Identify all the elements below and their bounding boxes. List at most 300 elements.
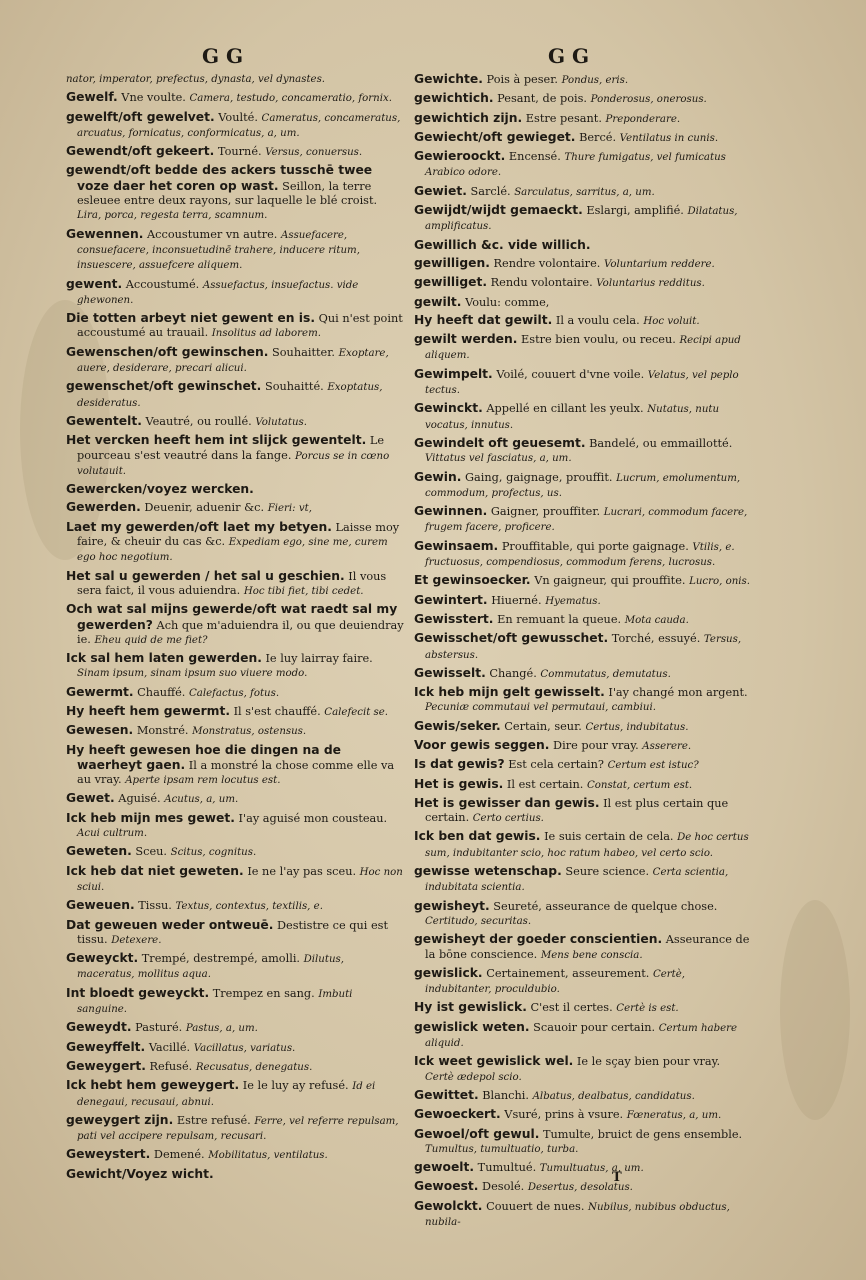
dictionary-entry xyxy=(66,1113,404,1145)
dictionary-entry xyxy=(414,1160,752,1176)
dictionary-entry xyxy=(66,811,404,842)
dictionary-entry xyxy=(66,72,404,87)
entry-latin: Lucrum, emolumentum, commodum, profectus, us. xyxy=(425,472,741,499)
entry-latin: Assuefacere, consuefacere, inconsuetudinē trahere, inducere ritum, insuescere, assuefcere aliquem. xyxy=(77,229,360,272)
dictionary-entry xyxy=(66,723,404,739)
entry-headword: Geweten. xyxy=(66,844,132,859)
entry-french: Seureté, asseurance de quelque chose. xyxy=(493,899,718,913)
dictionary-entry xyxy=(414,275,752,291)
dictionary-entry xyxy=(414,777,752,793)
entry-headword: Gewinsaem. xyxy=(414,538,499,553)
entry-headword: Gewesen. xyxy=(66,723,134,738)
entry-headword: Gewiecht/oft gewieget. xyxy=(414,129,576,144)
dictionary-entry xyxy=(66,110,404,142)
entry-french: Tissu. xyxy=(138,899,172,913)
entry-french: Pasturé. xyxy=(135,1021,183,1035)
dictionary-entry xyxy=(66,685,404,701)
entry-headword: Gewoeckert. xyxy=(414,1107,501,1122)
entry-french: Veautré, ou roullé. xyxy=(145,414,252,428)
dictionary-entry xyxy=(66,1147,404,1163)
entry-headword: Gewisschet/oft gewusschet. xyxy=(414,631,609,646)
dictionary-entry xyxy=(414,130,752,146)
entry-headword: Gewet. xyxy=(66,791,115,806)
entry-headword: gewilt. xyxy=(414,294,462,309)
dictionary-entry xyxy=(66,704,404,720)
dictionary-entry xyxy=(66,379,404,411)
entry-french: Accoustumer vn autre. xyxy=(147,227,278,241)
entry-headword: Ick weet gewislick wel. xyxy=(414,1054,574,1069)
entry-latin: Hoc voluit. xyxy=(643,315,700,327)
entry-latin: Fœneratus, a, um. xyxy=(626,1110,722,1122)
entry-french: Il a voulu cela. xyxy=(555,313,640,327)
dictionary-entry xyxy=(66,918,404,949)
entry-latin: Lira, porca, regesta terra, scamnum. xyxy=(77,210,268,222)
dictionary-entry xyxy=(66,520,404,566)
entry-latin: Certè is est. xyxy=(616,1003,679,1015)
entry-french: Appellé en cillant les yeulx. xyxy=(486,402,644,416)
entry-headword: Voor gewis seggen. xyxy=(414,737,550,752)
entry-french: Asseurance de la bōne conscience. xyxy=(425,933,750,961)
dictionary-entry xyxy=(66,414,404,430)
entry-headword: Dat geweuen weder ontweuē. xyxy=(66,917,274,932)
entry-latin: Lucrari, commodum facere, frugem facere, proficere. xyxy=(425,507,748,534)
entry-latin: Certum est istuc? xyxy=(607,760,699,772)
entry-french: Estre refusé. xyxy=(176,1113,251,1127)
dictionary-entry xyxy=(66,1059,404,1075)
entry-french: Demené. xyxy=(153,1148,205,1162)
page-header xyxy=(0,44,866,70)
entry-latin: Detexere. xyxy=(111,934,162,946)
entry-french: Ie ne l'ay pas sceu. xyxy=(247,864,357,878)
entry-headword: Geweyckt. xyxy=(66,951,139,966)
entry-latin: Assuefactus, insuefactus. vide ghewonen. xyxy=(77,279,359,306)
entry-french: Estre bien voulu, ou receu. xyxy=(521,333,676,347)
dictionary-entry xyxy=(414,666,752,682)
entry-headword: Gewolckt. xyxy=(414,1198,483,1213)
entry-latin: Dilutus, maceratus, mollitus aqua. xyxy=(77,954,344,981)
entry-headword: Gewoel/oft gewul. xyxy=(414,1126,540,1141)
dictionary-entry xyxy=(66,986,404,1018)
dictionary-entry xyxy=(414,1127,752,1158)
entry-latin: Aperte ipsam rem locutus est. xyxy=(125,775,281,787)
entry-latin: Certè ædepol scio. xyxy=(425,1071,522,1083)
dictionary-entry xyxy=(66,311,404,342)
entry-french: Rendu volontaire. xyxy=(490,276,593,290)
entry-french: Certainement, asseurement. xyxy=(486,966,650,980)
entry-french: Sarclé. xyxy=(470,184,511,198)
dictionary-entry xyxy=(414,1199,752,1231)
entry-french: Trempé, destrempé, amolli. xyxy=(141,952,301,966)
dictionary-entry xyxy=(66,227,404,274)
entry-french: Encensé. xyxy=(508,150,561,164)
entry-headword: Ick heb mijn gelt gewisselt. xyxy=(414,685,605,700)
dictionary-entry xyxy=(414,401,752,433)
entry-latin: Cameratus, concameratus, arcuatus, fornicatus, conformicatus, a, um. xyxy=(77,112,401,139)
dictionary-entry xyxy=(414,1179,752,1195)
entry-latin: Thure fumigatus, vel fumicatus Arabico odore. xyxy=(425,152,726,179)
entry-headword: gewisheyt der goeder conscientien. xyxy=(414,932,663,947)
entry-french: Tumultué. xyxy=(477,1161,537,1175)
entry-latin: Preponderare. xyxy=(605,113,681,125)
dictionary-entry xyxy=(66,864,404,896)
dictionary-entry xyxy=(66,1020,404,1036)
entry-french: Certain, seur. xyxy=(504,719,582,733)
entry-latin: Pondus, eris. xyxy=(561,75,629,86)
dictionary-entry xyxy=(414,612,752,628)
entry-latin: Exoptare, auere, desiderare, precari alicui. xyxy=(77,347,389,375)
entry-headword: Gewiet. xyxy=(414,183,467,198)
entry-french: Voulu: comme, xyxy=(465,295,550,309)
entry-latin: Calefecit se. xyxy=(324,706,389,718)
entry-headword: Gewisselt. xyxy=(414,665,486,680)
entry-french: Tumulte, bruict de gens ensemble. xyxy=(542,1127,743,1141)
entry-latin: De hoc certus sum, indubitanter scio, hoc ratum habeo, vel certo scio. xyxy=(425,832,749,859)
entry-latin: Camera, testudo, concameratio, fornix. xyxy=(189,93,392,105)
entry-french: Sceu. xyxy=(135,845,167,859)
dictionary-entry xyxy=(66,569,404,600)
entry-latin: Imbuti sanguine. xyxy=(77,988,353,1016)
dictionary-entry xyxy=(66,433,404,479)
entry-latin: Pecuniæ commutaui vel permutaui, cambiui. xyxy=(425,702,656,714)
entry-french: Vsuré, prins à vsure. xyxy=(504,1108,624,1122)
dictionary-entry xyxy=(414,256,752,272)
entry-latin: Velatus, vel peplo tectus. xyxy=(425,369,739,397)
dictionary-entry xyxy=(414,203,752,235)
entry-french: Le pourceau s'est veautré dans la fange. xyxy=(77,434,385,462)
entry-latin: Insolitus ad laborem. xyxy=(211,328,321,340)
entry-latin: Tumultus, tumultuatio, turba. xyxy=(425,1143,579,1155)
entry-headword: Gewendt/oft gekeert. xyxy=(66,144,215,159)
entry-headword: gewisse wetenschap. xyxy=(414,864,562,879)
entry-latin: Constat, certum est. xyxy=(586,779,693,791)
entry-french: Hiuerné. xyxy=(491,593,542,607)
entry-latin: Sinam ipsum, sinam ipsum suo viuere modo. xyxy=(77,668,308,680)
entry-french: Aguisé. xyxy=(118,792,161,806)
dictionary-entry xyxy=(66,144,404,160)
dictionary-entry xyxy=(414,111,752,127)
entry-french: C'est il certes. xyxy=(530,1001,613,1015)
dictionary-entry xyxy=(414,72,752,88)
entry-french: Rendre volontaire. xyxy=(493,256,601,270)
entry-latin: Sarculatus, sarritus, a, um. xyxy=(514,186,655,198)
entry-headword: Gewermt. xyxy=(66,684,134,699)
entry-headword: Hy heeft gewesen hoe die dingen na de waerheyt gaen. xyxy=(66,742,341,772)
dictionary-entry xyxy=(414,1107,752,1123)
dictionary-entry xyxy=(414,864,752,896)
dictionary-entry xyxy=(414,367,752,399)
dictionary-entry xyxy=(66,90,404,106)
entry-french: Seure science. xyxy=(565,865,650,879)
entry-headword: Hy heeft dat gewilt. xyxy=(414,312,553,327)
dictionary-entry xyxy=(66,791,404,807)
entry-latin: Eheu quid de me fiet? xyxy=(94,634,208,646)
entry-latin: Vittatus vel fasciatus, a, um. xyxy=(425,453,572,465)
entry-french: I'ay aguisé mon cousteau. xyxy=(238,811,388,825)
entry-headword: Gewintert. xyxy=(414,592,488,607)
entry-french: Gaing, gaignage, prouffit. xyxy=(465,470,613,484)
entry-latin: Porcus se in cœno volutauit. xyxy=(77,450,390,477)
entry-headword: Gewindelt oft geuesemt. xyxy=(414,435,586,450)
entry-headword: Gewicht/Voyez wicht. xyxy=(66,1166,214,1181)
dictionary-entry xyxy=(414,504,752,536)
entry-headword: gewoelt. xyxy=(414,1160,475,1175)
entry-french: Est cela certain? xyxy=(508,758,604,772)
entry-latin: Certitudo, securitas. xyxy=(425,915,532,927)
entry-french: Deuenir, aduenir &c. xyxy=(144,501,265,515)
entry-headword: Int bloedt geweyckt. xyxy=(66,985,210,1000)
dictionary-entry xyxy=(414,332,752,364)
entry-headword: Geweystert. xyxy=(66,1147,151,1162)
entry-latin: Id ei denegaui, recusaui, abnui. xyxy=(77,1081,376,1108)
entry-headword: Geweydt. xyxy=(66,1020,132,1035)
entry-headword: Gewinnen. xyxy=(414,504,488,519)
dictionary-entry xyxy=(66,844,404,860)
entry-latin: Vacillatus, variatus. xyxy=(193,1042,296,1054)
dictionary-entry xyxy=(66,482,404,497)
entry-french: Seillon, la terre esleuee entre deux rayons, sur laquelle le blé croist. xyxy=(77,179,378,208)
entry-french: Blanchi. xyxy=(482,1088,529,1102)
entry-french: Ie le luy ay refusé. xyxy=(242,1079,349,1093)
entry-latin: Volutatus. xyxy=(255,416,308,428)
entry-headword: gewendt/oft bedde des ackers tusschē twee voze daer het coren op wast. xyxy=(66,163,373,193)
entry-latin: Textus, contextus, textilis, e. xyxy=(175,901,323,913)
entry-french: Couuert de nues. xyxy=(486,1199,585,1213)
dictionary-entry xyxy=(66,651,404,682)
entry-latin: Hoc tibi fiet, tibi cedet. xyxy=(243,585,364,597)
dictionary-entry xyxy=(414,149,752,181)
entry-french: Il a monstré la chose comme elle va au vray. xyxy=(77,758,395,787)
entry-headword: Gewentelt. xyxy=(66,413,142,428)
dictionary-entry xyxy=(414,796,752,827)
entry-headword: gewislick. xyxy=(414,965,483,980)
entry-latin: Mobilitatus, ventilatus. xyxy=(208,1150,328,1162)
dictionary-entry xyxy=(66,1167,404,1182)
entry-headword: Gewerden. xyxy=(66,500,141,515)
dictionary-entry xyxy=(414,829,752,861)
entry-headword: Och wat sal mijns gewerde/oft wat raedt sal my gewerden? xyxy=(66,602,398,632)
entry-french: Refusé. xyxy=(149,1059,193,1073)
entry-latin: Pastus, a, um. xyxy=(185,1023,258,1035)
entry-headword: Gewittet. xyxy=(414,1087,479,1102)
entry-headword: Ick sal hem laten gewerden. xyxy=(66,651,262,666)
entry-latin: Mens bene conscia. xyxy=(540,949,643,961)
entry-headword: Het vercken heeft hem int slijck gewentelt. xyxy=(66,433,367,448)
entry-french: Ach que m'aduiendra il, ou que deuiendray ie. xyxy=(77,618,404,646)
entry-latin: Hoc non sciui. xyxy=(77,866,403,893)
entry-headword: gewenschet/oft gewinschet. xyxy=(66,379,262,394)
dictionary-entry xyxy=(66,500,404,516)
entry-latin: Hyematus. xyxy=(545,595,601,607)
entry-latin: Ferre, vel referre repulsam, pati vel accipere repulsam, recusari. xyxy=(77,1115,399,1143)
entry-headword: Geweuen. xyxy=(66,898,135,913)
dictionary-entry xyxy=(414,899,752,930)
entry-headword: Gewichte. xyxy=(414,72,483,86)
right-column-letter: G G xyxy=(548,44,590,68)
entry-headword: gewichtich zijn. xyxy=(414,110,523,125)
entry-latin: Ponderosus, onerosus. xyxy=(590,94,707,106)
entry-french: Souhaitter. xyxy=(272,345,335,359)
entry-latin: Recusatus, denegatus. xyxy=(195,1061,313,1073)
entry-french: I'ay changé mon argent. xyxy=(608,686,748,700)
entry-latin: Mota cauda. xyxy=(624,614,689,626)
entry-french: Il s'est chauffé. xyxy=(233,704,321,718)
entry-french: Vne voulte. xyxy=(121,91,186,105)
entry-latin: Acutus, a, um. xyxy=(164,794,239,806)
entry-latin: Nubilus, nubibus obductus, nubila- xyxy=(425,1201,730,1228)
entry-french: Pesant, de pois. xyxy=(497,92,588,106)
entry-latin: Certus, indubitatus. xyxy=(585,721,689,733)
entry-french: Qui n'est point accoustumé au trauail. xyxy=(77,312,403,340)
entry-latin: Lucro, onis. xyxy=(689,576,751,588)
dictionary-entry xyxy=(414,238,752,253)
entry-latin: Asserere. xyxy=(642,740,692,752)
entry-headword: Gewin. xyxy=(414,469,462,484)
entry-headword: Is dat gewis? xyxy=(414,757,505,772)
dictionary-entry xyxy=(414,757,752,773)
entry-french: Gaigner, prouffiter. xyxy=(490,505,601,519)
dictionary-entry xyxy=(66,163,404,223)
entry-french: Monstré. xyxy=(136,724,189,738)
entry-latin: Certa scientia, indubitata scientia. xyxy=(425,867,729,894)
entry-french: Torché, essuyé. xyxy=(611,632,701,646)
dictionary-entry xyxy=(66,345,404,377)
entry-french: Voulté. xyxy=(218,110,258,124)
entry-french: Chauffé. xyxy=(137,685,186,699)
entry-french: Dire pour vray. xyxy=(553,738,639,752)
dictionary-entry xyxy=(414,685,752,716)
dictionary-entry xyxy=(414,719,752,735)
dictionary-entry xyxy=(66,1040,404,1056)
entry-french: Desolé. xyxy=(482,1180,525,1194)
dictionary-entry xyxy=(66,898,404,914)
entry-latin: nator, imperator, prefectus, dynasta, vel dynastes. xyxy=(66,74,326,85)
entry-latin: Acui cultrum. xyxy=(77,828,148,840)
dictionary-entry xyxy=(414,593,752,609)
paper-stain xyxy=(780,900,850,1120)
dictionary-entry xyxy=(414,91,752,107)
entry-headword: Het sal u gewerden / het sal u geschien. xyxy=(66,568,345,583)
entry-headword: gewichtich. xyxy=(414,91,494,106)
entry-french: Il est plus certain que certain. xyxy=(425,796,729,825)
dictionary-entry xyxy=(414,573,752,589)
entry-french: Ie luy lairray faire. xyxy=(265,652,373,666)
entry-latin: Albatus, dealbatus, candidatus. xyxy=(532,1090,695,1102)
entry-french: Estre pesant. xyxy=(525,111,602,125)
entry-headword: Die totten arbeyt niet gewent en is. xyxy=(66,311,315,326)
dictionary-entry xyxy=(414,313,752,329)
entry-latin: Nutatus, nutu vocatus, innutus. xyxy=(425,404,720,431)
entry-latin: Certè, indubitanter, proculdubio. xyxy=(425,968,686,996)
dictionary-entry xyxy=(414,932,752,963)
entry-french: Bandelé, ou emmaillotté. xyxy=(589,436,733,450)
entry-latin: Scitus, cognitus. xyxy=(170,847,257,859)
entry-french: Eslargi, amplifié. xyxy=(586,204,684,218)
dictionary-entry xyxy=(414,539,752,571)
dictionary-entry xyxy=(414,295,752,310)
dictionary-entry xyxy=(414,1020,752,1052)
entry-latin: Commutatus, demutatus. xyxy=(540,668,671,680)
entry-headword: Ick heb dat niet geweten. xyxy=(66,863,244,878)
entry-headword: gewelft/oft gewelvet. xyxy=(66,109,215,124)
entry-french: Voilé, couuert d'vne voile. xyxy=(496,367,645,381)
dictionary-entry xyxy=(66,277,404,309)
entry-latin: Exoptatus, desideratus. xyxy=(77,382,383,409)
dictionary-entry xyxy=(414,1088,752,1104)
left-column xyxy=(66,72,404,1185)
entry-headword: Gewijdt/wijdt gemaeckt. xyxy=(414,203,583,218)
entry-french: Trempez en sang. xyxy=(212,986,315,1000)
entry-headword: Hy ist gewislick. xyxy=(414,1000,527,1015)
entry-latin: Tersus, abstersus. xyxy=(425,634,742,661)
entry-headword: Geweyffelt. xyxy=(66,1039,146,1054)
entry-french: Tourné. xyxy=(217,145,262,159)
entry-latin: Versus, conuersus. xyxy=(265,147,363,159)
right-column xyxy=(414,72,752,1233)
entry-headword: Et gewinsoecker. xyxy=(414,573,531,588)
entry-french: Il vous sera faict, il vous aduiendra. xyxy=(77,569,387,597)
dictionary-entry xyxy=(414,184,752,200)
entry-headword: Geweygert. xyxy=(66,1058,146,1073)
entry-headword: Gewillich &c. vide willich. xyxy=(414,237,591,252)
entry-headword: Gewoest. xyxy=(414,1179,479,1194)
entry-headword: Het is gewis. xyxy=(414,776,504,791)
entry-french: En remuant la queue. xyxy=(497,612,622,626)
entry-headword: Hy heeft hem gewermt. xyxy=(66,703,230,718)
left-column-letter: G G xyxy=(202,44,244,68)
entry-headword: gewent. xyxy=(66,276,123,291)
entry-latin: Certo certius. xyxy=(472,813,544,825)
entry-headword: Gewimpelt. xyxy=(414,366,493,381)
dictionary-entry xyxy=(414,1000,752,1016)
dictionary-entry xyxy=(414,470,752,502)
entry-latin: Desertus, desolatus. xyxy=(527,1182,633,1194)
entry-latin: Vtilis, e. fructuosus, compendiosus, commodum ferens, lucrosus. xyxy=(425,541,735,569)
dictionary-entry xyxy=(414,966,752,998)
dictionary-entry xyxy=(414,631,752,663)
entry-headword: Gewisstert. xyxy=(414,611,494,626)
entry-latin: Voluntarius redditus. xyxy=(596,278,705,290)
entry-headword: Gewieroockt. xyxy=(414,149,506,164)
entry-french: Vacillé. xyxy=(148,1040,191,1054)
entry-french: Souhaitté. xyxy=(264,380,324,394)
entry-headword: gewilt werden. xyxy=(414,332,518,347)
entry-latin: Certum habere aliquid. xyxy=(425,1022,738,1050)
entry-latin: Tumultuatus, a, um. xyxy=(539,1163,644,1175)
entry-latin: Voluntarium reddere. xyxy=(603,258,715,270)
entry-french: Ie suis certain de cela. xyxy=(544,830,674,844)
entry-french: Scauoir pour certain. xyxy=(533,1020,656,1034)
entry-headword: Gewenschen/oft gewinschen. xyxy=(66,344,269,359)
entry-headword: Het is gewisser dan gewis. xyxy=(414,795,600,810)
dictionary-entry xyxy=(66,951,404,983)
entry-french: Accoustumé. xyxy=(125,277,200,291)
entry-french: Vn gaigneur, qui prouffite. xyxy=(534,574,686,588)
entry-headword: Ick heb mijn mes gewet. xyxy=(66,810,235,825)
entry-headword: Gewis/seker. xyxy=(414,718,501,733)
dictionary-entry xyxy=(414,738,752,754)
entry-latin: Fieri: vt, xyxy=(267,503,312,515)
dictionary-entry xyxy=(66,743,404,789)
entry-french: Bercé. xyxy=(579,130,617,144)
entry-french: Changé. xyxy=(489,666,537,680)
dictionary-entry xyxy=(414,436,752,467)
dictionary-entry xyxy=(66,1078,404,1110)
dictionary-entry xyxy=(414,1054,752,1085)
entry-french: Pois à peser. xyxy=(486,73,558,86)
entry-headword: Gewinckt. xyxy=(414,401,483,416)
entry-french: Il est certain. xyxy=(506,777,584,791)
entry-headword: geweygert zijn. xyxy=(66,1112,174,1127)
